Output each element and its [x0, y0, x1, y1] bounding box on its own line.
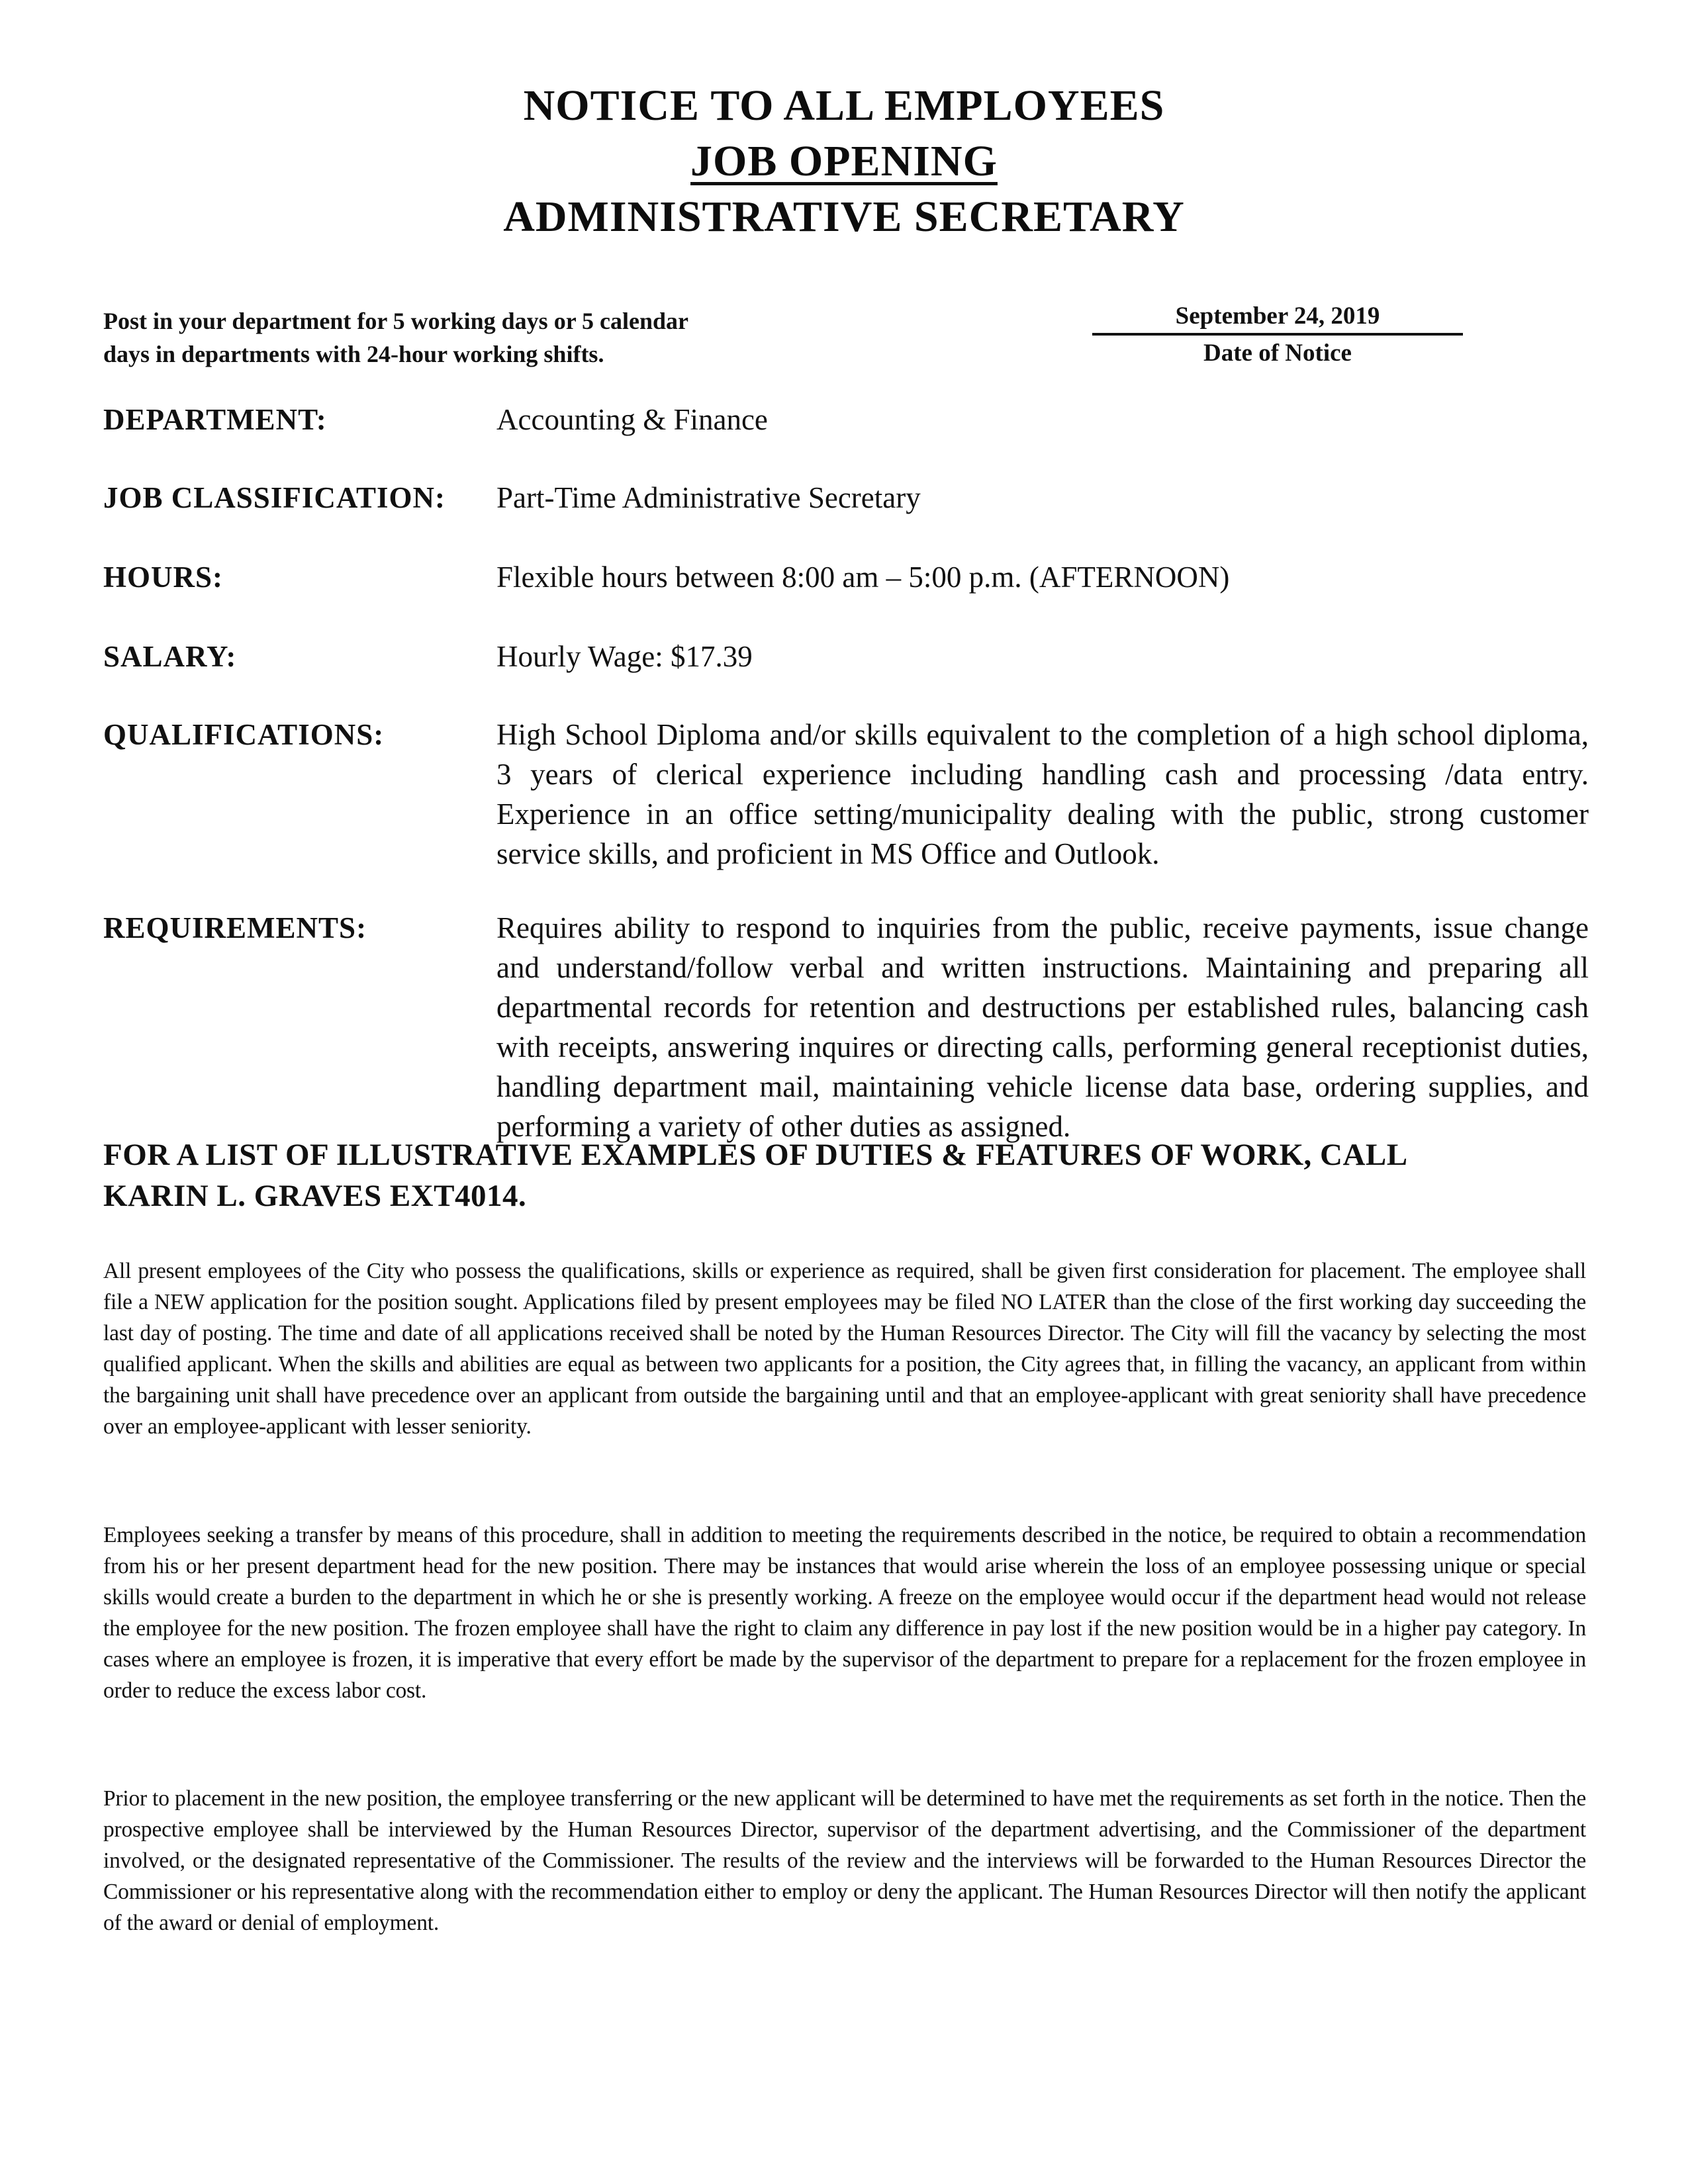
qualifications-value: High School Diploma and/or skills equivalent to the completion of a high school diploma, 3 years of clerical experience including handling cash and processing /data entry. Experience in an office setting/municipality dealing with the public, strong customer service skills, and proficient in MS Office and Outlook.: [496, 718, 1589, 870]
posting-instruction-line: Post in your department for 5 working days or 5 calendar: [103, 308, 689, 334]
contact-note-line: KARIN L. GRAVES EXT4014.: [103, 1179, 527, 1213]
salary-value: Hourly Wage: $17.39: [496, 640, 753, 673]
qualifications-label: QUALIFICATIONS:: [103, 718, 385, 751]
classification-label: JOB CLASSIFICATION:: [103, 481, 446, 514]
salary-label: SALARY:: [103, 640, 237, 673]
date-of-notice: [1092, 301, 1463, 370]
requirements-label: REQUIREMENTS:: [103, 911, 367, 944]
contact-note: [103, 1134, 1593, 1216]
policy-paragraph-placement: Prior to placement in the new position, the employee transferring or the new applicant will be determined to have met the requirements as set forth in the notice. Then the prospective employee shall be interviewed by the Human Resources Director, supervisor of the department advertising, and the Commissioner of the department involved, or the designated representative of the Commissioner. The results of the review and the interviews will be forwarded to the Human Resources Director the Commissioner or his representative along with the recommendation either to employ or deny the applicant. The Human Resources Director will then notify the applicant of the award or denial of employment.: [103, 1786, 1586, 1935]
hours-value: Flexible hours between 8:00 am – 5:00 p.m. (AFTERNOON): [496, 561, 1230, 594]
policy-paragraph-transfer: Employees seeking a transfer by means of this procedure, shall in addition to meeting the requirements described in the notice, be required to obtain a recommendation from his or her present department head for the new position. There may be instances that would arise wherein the loss of an employee possessing unique or special skills would create a burden to the department in which he or she is presently working. A freeze on the employee would occur if the department head would not release the employee for the new position. The frozen employee shall have the right to claim any difference in pay lost if the new position would be in a higher pay category. In cases where an employee is frozen, it is imperative that every effort be made by the supervisor of the department to prepare for a replacement for the frozen employee in order to reduce the excess labor cost.: [103, 1523, 1586, 1703]
department-value: Accounting & Finance: [496, 403, 768, 436]
notice-heading: NOTICE TO ALL EMPLOYEES: [523, 81, 1165, 130]
position-heading: ADMINISTRATIVE SECRETARY: [503, 193, 1185, 241]
posting-instruction-line: days in departments with 24-hour working shifts.: [103, 341, 604, 367]
requirements-value: Requires ability to respond to inquiries from the public, receive payments, issue change and understand/follow verbal and written instructions. Maintaining and preparing all departmental records for retention and destructions per established rules, balancing cash with receipts, answering inquires or directing calls, performing general receptionist duties, handling department mail, maintaining vehicle license data base, ordering supplies, and performing a variety of other duties as assigned.: [496, 911, 1589, 1143]
contact-note-line: FOR A LIST OF ILLUSTRATIVE EXAMPLES OF DUTIES & FEATURES OF WORK, CALL: [103, 1138, 1408, 1172]
notice-title-block: [0, 78, 1688, 245]
hours-label: HOURS:: [103, 561, 224, 594]
classification-value: Part-Time Administrative Secretary: [496, 481, 921, 514]
department-label: DEPARTMENT:: [103, 403, 327, 436]
policy-paragraph-first-consideration: All present employees of the City who possess the qualifications, skills or experience as required, shall be given first consideration for placement. The employee shall file a NEW application for the position sought. Applications filed by present employees may be filed NO LATER than the close of the first working day succeeding the last day of posting. The time and date of all applications received shall be noted by the Human Resources Director. The City will fill the vacancy by selecting the most qualified applicant. When the skills and abilities are equal as between two applicants for a position, the City agrees that, in filling the vacancy, an applicant from within the bargaining unit shall have precedence over an applicant from outside the bargaining until and that an employee-applicant with great seniority shall have precedence over an employee-applicant with lesser seniority.: [103, 1259, 1586, 1439]
notice-date: September 24, 2019: [1092, 301, 1463, 336]
posting-instructions: [103, 304, 898, 371]
notice-date-label: Date of Notice: [1203, 340, 1352, 367]
job-opening-heading: JOB OPENING: [690, 137, 998, 185]
